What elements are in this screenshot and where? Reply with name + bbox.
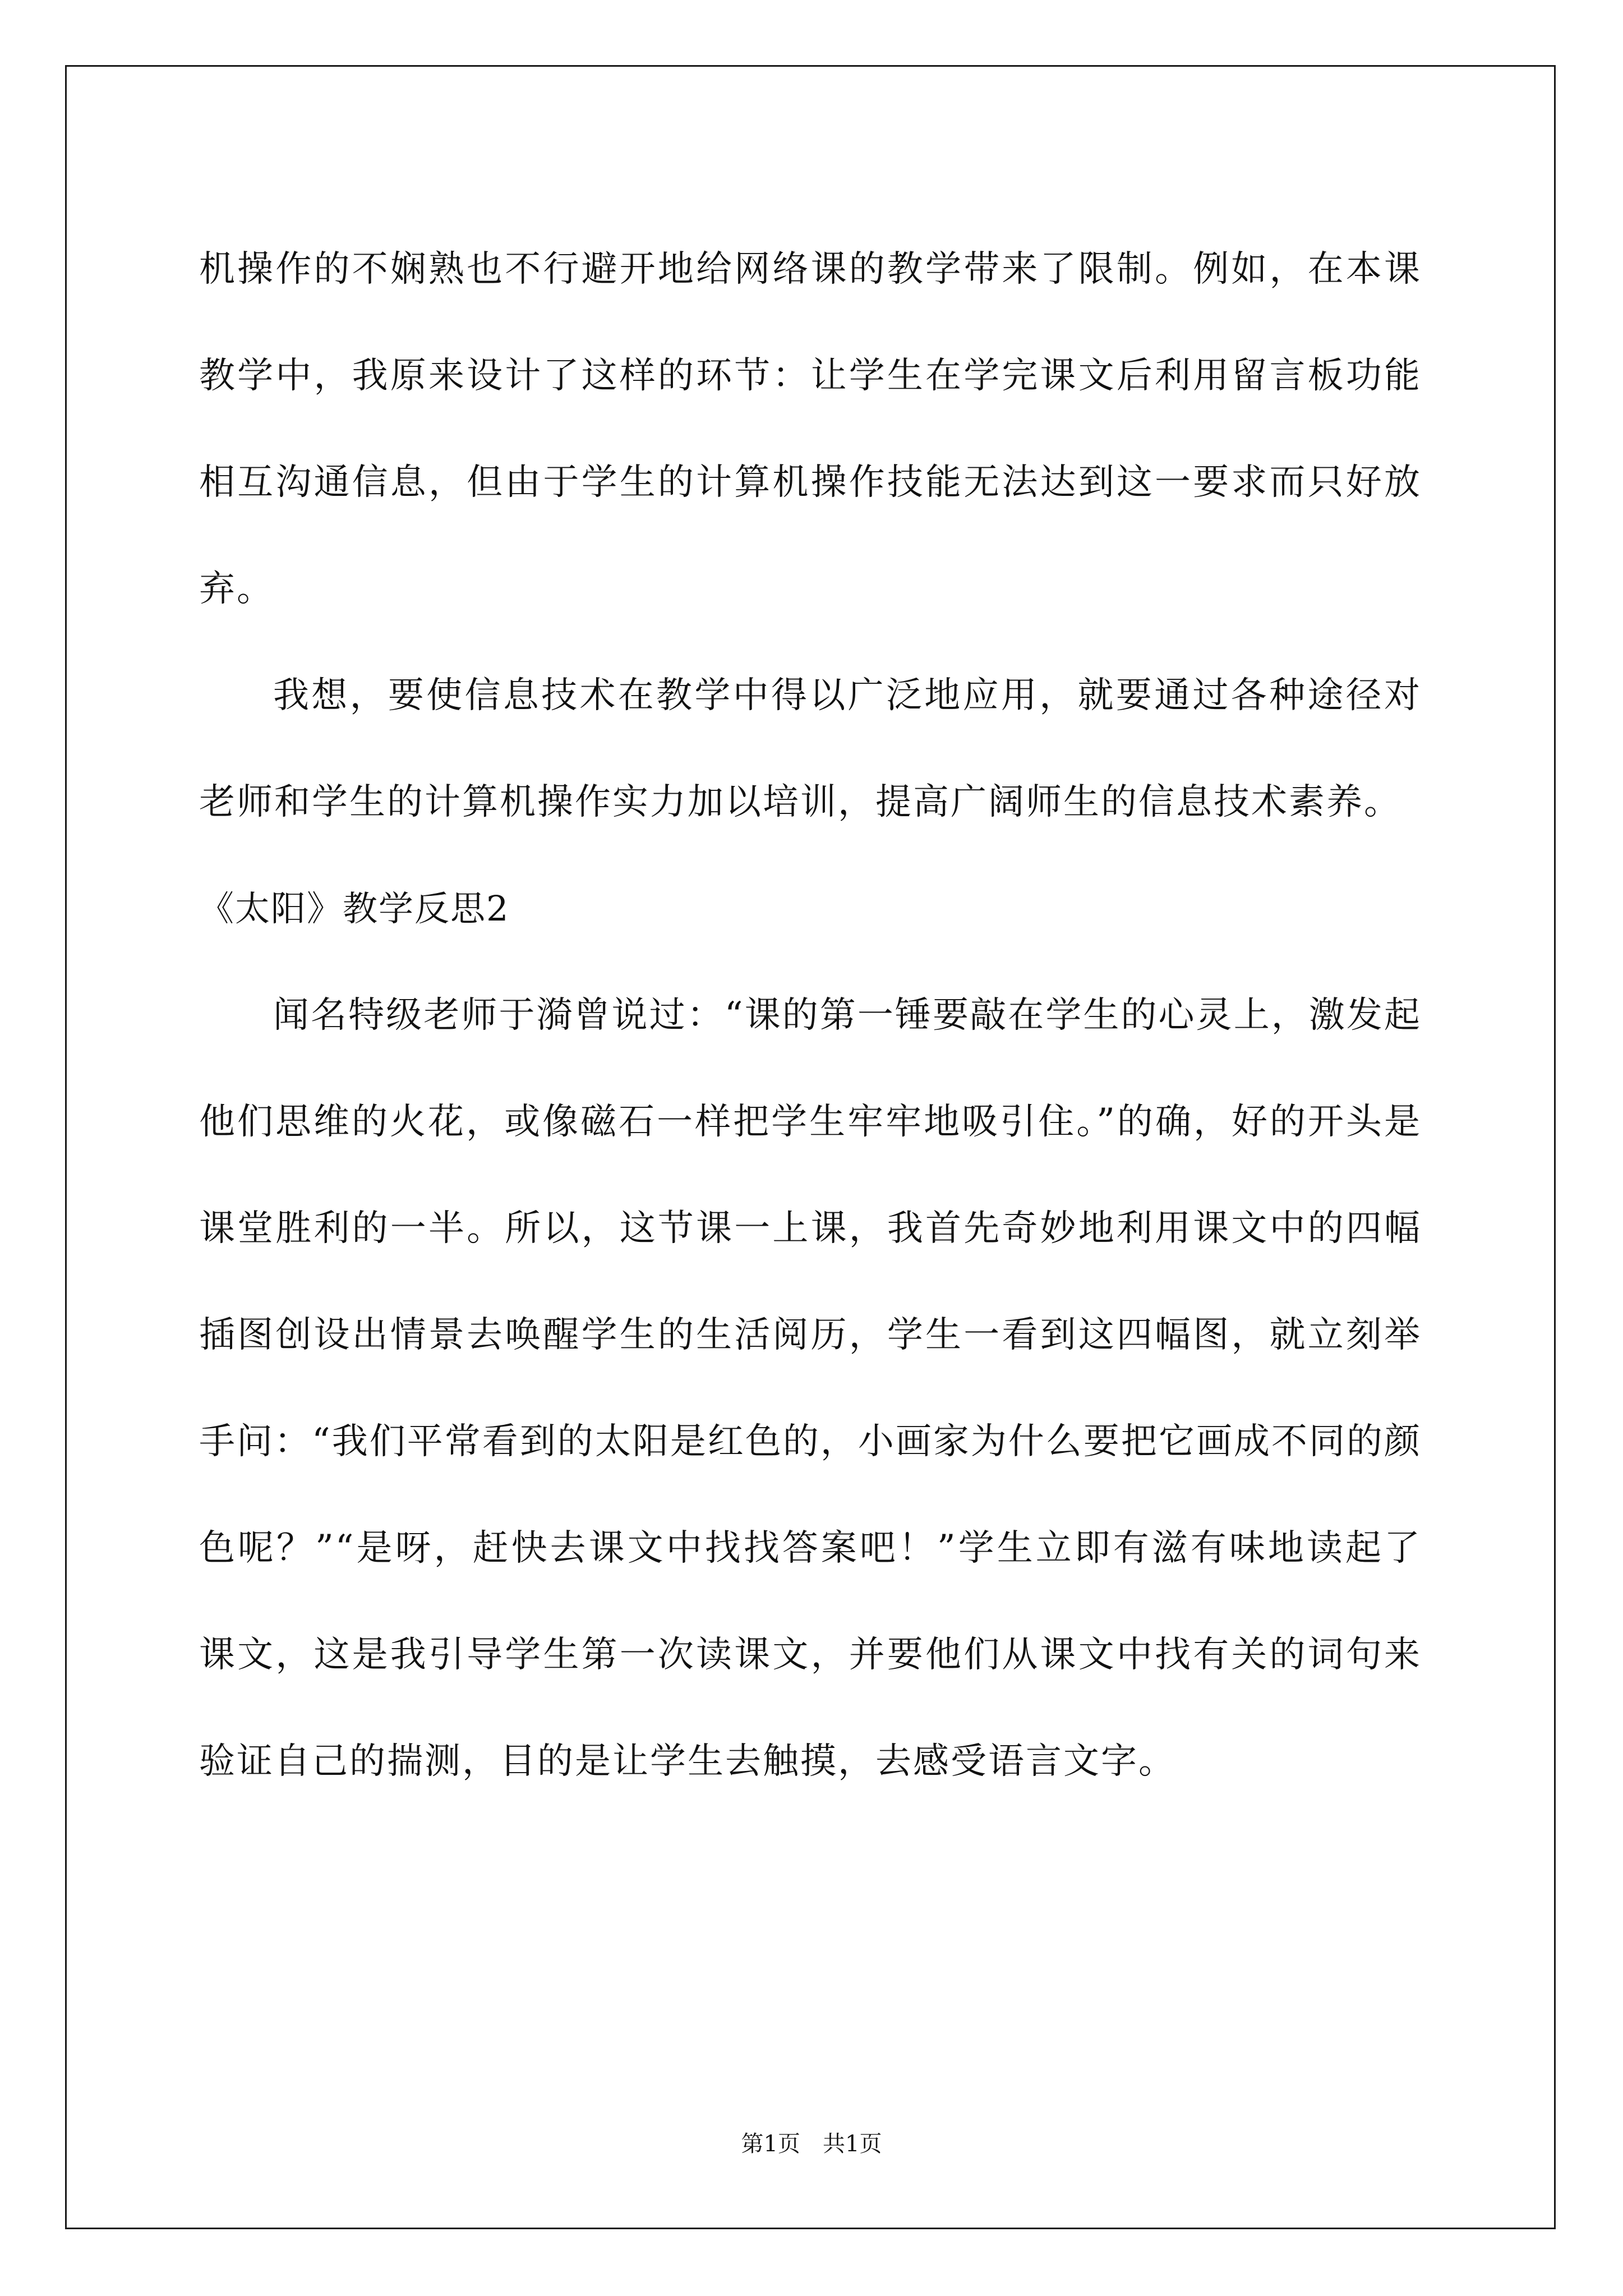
section-title: 《太阳》教学反思2 bbox=[199, 888, 510, 929]
paragraph-2: 我想，要使信息技术在教学中得以广泛地应用，就要通过各种途径对老师和学生的计算机操作实力加以培训，提高广阔师生的信息技术素养。 bbox=[199, 675, 1422, 823]
paragraph-1: 机操作的不娴熟也不行避开地给网络课的教学带来了限制。例如，在本课教学中，我原来设计了这样的环节：让学生在学完课文后利用留言板功能相互沟通信息，但由于学生的计算机操作技能无法达到这一要求而只好放弃。 bbox=[199, 249, 1422, 610]
document-body bbox=[199, 216, 1422, 1815]
page-footer bbox=[0, 2126, 1623, 2158]
paragraph-3: 闻名特级老师于漪曾说过：“课的第一锤要敲在学生的心灵上，激发起他们思维的火花，或像磁石一样把学生牢牢地吸引住。”的确，好的开头是课堂胜利的一半。所以，这节课一上课，我首先奇妙地利用课文中的四幅插图创设出情景去唤醒学生的生活阅历，学生一看到这四幅图，就立刻举手问：“我们平常看到的太阳是红色的，小画家为什么要把它画成不同的颜色呢？”“是呀，赶快去课文中找找答案吧！”学生立即有滋有味地读起了课文，这是我引导学生第一次读课文，并要他们从课文中找有关的词句来验证自己的揣测，目的是让学生去触摸，去感受语言文字。 bbox=[199, 995, 1422, 1782]
page-total: 共1页 bbox=[823, 2131, 882, 2157]
page-number: 第1页 bbox=[741, 2131, 800, 2157]
